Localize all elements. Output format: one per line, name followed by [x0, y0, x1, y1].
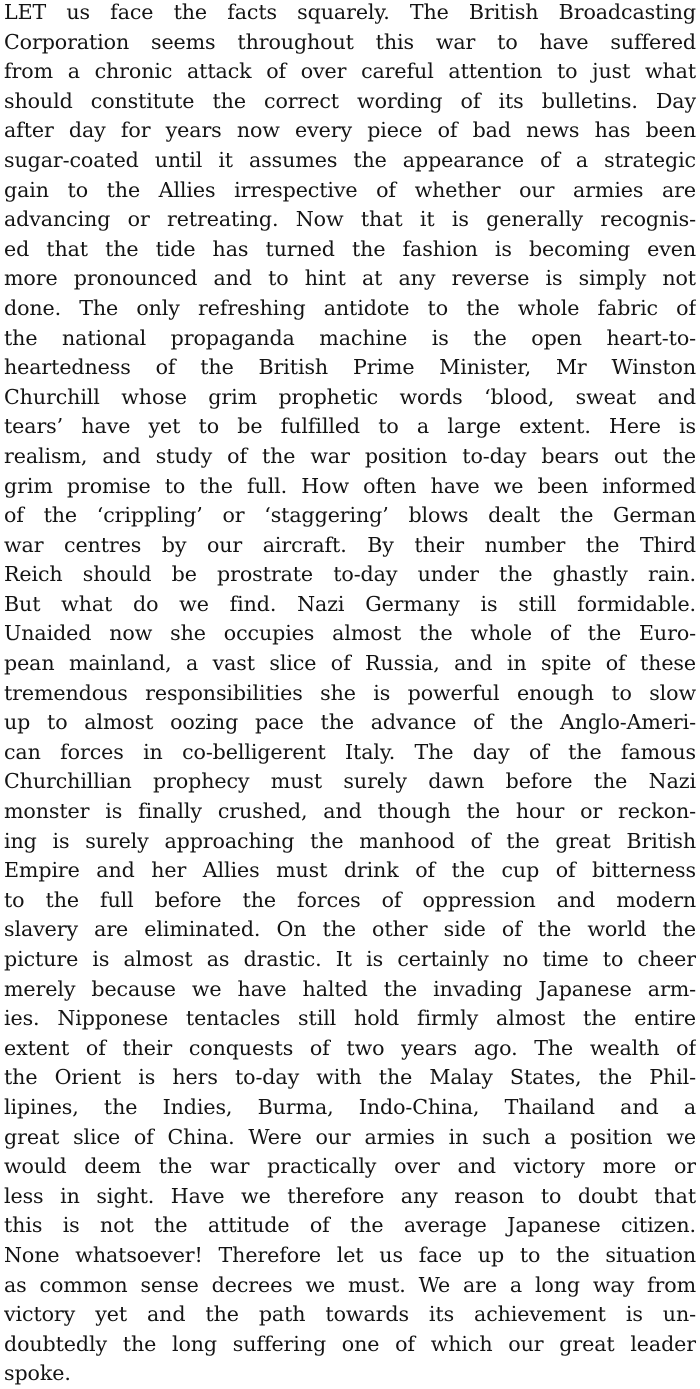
text-line: can forces in co-belligerent Italy. The day of the famous	[4, 739, 696, 764]
text-line: from a chronic attack of over careful attention to just what	[4, 59, 696, 84]
text-line: Empire and her Allies must drink of the cup of bitterness	[4, 858, 696, 883]
text-line: up to almost oozing pace the advance of the Anglo-Ameri-	[4, 710, 696, 735]
text-line: Churchill whose grim prophetic words ‘blood, sweat and	[4, 384, 696, 409]
text-line: LET us face the facts squarely. The British Broadcasting	[4, 0, 696, 24]
text-line: picture is almost as drastic. It is certainly no time to cheer	[4, 947, 696, 971]
text-line: more pronounced and to hint at any reverse is simply not	[4, 266, 696, 291]
text-line: war centres by our aircraft. By their number the Third	[4, 532, 696, 557]
text-line: Churchillian prophecy must surely dawn before the Nazi	[4, 769, 696, 794]
text-line: lipines, the Indies, Burma, Indo-China, Thailand and a	[4, 1094, 696, 1119]
text-line: advancing or retreating. Now that it is generally recognis-	[4, 207, 696, 232]
text-line: Unaided now she occupies almost the whole of the Euro-	[4, 621, 696, 646]
text-line: Reich should be prostrate to-day under the ghastly rain.	[4, 562, 696, 587]
text-line: after day for years now every piece of bad news has been	[4, 118, 696, 143]
text-line: tremendous responsibilities she is powerful enough to slow	[4, 680, 696, 705]
text-line: Corporation seems throughout this war to have suffered	[4, 29, 696, 54]
text-line: sugar-coated until it assumes the appearance of a strategic	[4, 147, 696, 172]
text-line: But what do we find. Nazi Germany is still formidable.	[4, 591, 696, 616]
text-line: gain to the Allies irrespective of whether our armies are	[4, 177, 696, 202]
text-line: realism, and study of the war position to-day bears out the	[4, 443, 696, 468]
text-line: victory yet and the path towards its achievement is un-	[4, 1302, 696, 1327]
text-line: of the ‘crippling’ or ‘staggering’ blows dealt the German	[4, 503, 696, 528]
text-line: ed that the tide has turned the fashion is becoming even	[4, 236, 696, 261]
text-line: as common sense decrees we must. We are a long way from	[4, 1272, 696, 1297]
text-line: done. The only refreshing antidote to the whole fabric of	[4, 295, 696, 320]
text-line: the Orient is hers to-day with the Malay States, the Phil-	[4, 1065, 696, 1090]
text-line: the national propaganda machine is the open heart-to-	[4, 325, 696, 350]
text-line: less in sight. Have we therefore any reason to doubt that	[4, 1183, 696, 1208]
text-line: ing is surely approaching the manhood of the great British	[4, 828, 696, 853]
text-line: pean mainland, a vast slice of Russia, and in spite of these	[4, 651, 696, 676]
text-line: to the full before the forces of oppression and modern	[4, 887, 696, 912]
text-line: tears’ have yet to be fulfilled to a large extent. Here is	[4, 414, 696, 439]
text-line: would deem the war practically over and victory more or	[4, 1154, 696, 1179]
text-line: grim promise to the full. How often have we been informed	[4, 473, 696, 498]
text-line: merely because we have halted the invading Japanese arm-	[4, 976, 696, 1001]
text-line: heartedness of the British Prime Minister, Mr Winston	[4, 355, 696, 380]
text-line: extent of their conquests of two years ago. The wealth of	[4, 1035, 696, 1060]
text-line: should constitute the correct wording of its bulletins. Day	[4, 88, 696, 113]
text-line: monster is finally crushed, and though the hour or reckon-	[4, 799, 696, 824]
text-line-last: spoke.	[4, 1361, 71, 1386]
text-line: None whatsoever! Therefore let us face up to the situation	[4, 1242, 696, 1267]
text-line: slavery are eliminated. On the other side of the world the	[4, 917, 696, 942]
text-line: this is not the attitude of the average Japanese citizen.	[4, 1213, 696, 1238]
text-line: ies. Nipponese tentacles still hold firmly almost the entire	[4, 1006, 696, 1031]
text-line: great slice of China. Were our armies in such a position we	[4, 1124, 696, 1149]
text-line: doubtedly the long suffering one of which our great leader	[4, 1331, 696, 1356]
